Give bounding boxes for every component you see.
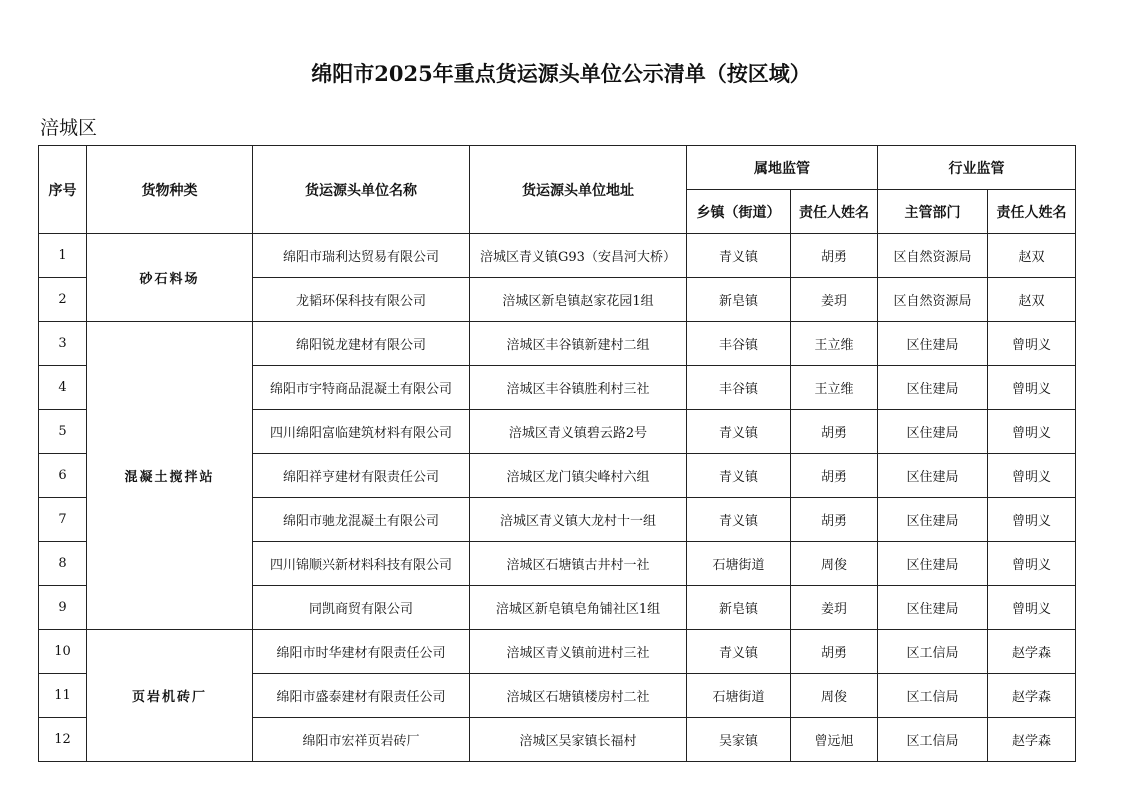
- cell-industry-person: 曾明义: [988, 410, 1076, 454]
- cell-seq: 11: [39, 674, 87, 718]
- cell-local-person: 周俊: [791, 674, 878, 718]
- cell-local-person: 王立维: [791, 366, 878, 410]
- cell-seq: 6: [39, 454, 87, 498]
- cell-category: 页岩机砖厂: [87, 630, 253, 762]
- header-industry-person: 责任人姓名: [988, 190, 1076, 234]
- cell-seq: 3: [39, 322, 87, 366]
- cell-industry-person: 曾明义: [988, 542, 1076, 586]
- cell-industry-person: 赵学森: [988, 674, 1076, 718]
- cell-town: 青义镇: [687, 234, 791, 278]
- cell-unit-address: 涪城区丰谷镇胜利村三社: [470, 366, 687, 410]
- header-dept: 主管部门: [878, 190, 988, 234]
- freight-source-table: [38, 145, 1076, 762]
- cell-unit-name: 四川绵阳富临建筑材料有限公司: [253, 410, 470, 454]
- cell-category: 混凝土搅拌站: [87, 322, 253, 630]
- cell-seq: 2: [39, 278, 87, 322]
- cell-local-person: 姜玥: [791, 586, 878, 630]
- cell-industry-person: 赵双: [988, 278, 1076, 322]
- cell-seq: 8: [39, 542, 87, 586]
- header-unit-name: 货运源头单位名称: [253, 146, 470, 234]
- cell-dept: 区住建局: [878, 454, 988, 498]
- cell-town: 新皂镇: [687, 278, 791, 322]
- cell-town: 石塘街道: [687, 542, 791, 586]
- cell-unit-name: 龙韬环保科技有限公司: [253, 278, 470, 322]
- cell-dept: 区工信局: [878, 674, 988, 718]
- cell-local-person: 姜玥: [791, 278, 878, 322]
- header-town: 乡镇（街道）: [687, 190, 791, 234]
- cell-unit-name: 绵阳锐龙建材有限公司: [253, 322, 470, 366]
- cell-town: 青义镇: [687, 498, 791, 542]
- cell-unit-address: 涪城区吴家镇长福村: [470, 718, 687, 762]
- cell-local-person: 胡勇: [791, 498, 878, 542]
- table-row: [39, 630, 1076, 674]
- cell-unit-address: 涪城区新皂镇皂角铺社区1组: [470, 586, 687, 630]
- cell-unit-address: 涪城区青义镇G93（安昌河大桥）: [470, 234, 687, 278]
- cell-town: 青义镇: [687, 410, 791, 454]
- cell-town: 丰谷镇: [687, 366, 791, 410]
- cell-unit-address: 涪城区石塘镇楼房村二社: [470, 674, 687, 718]
- cell-seq: 9: [39, 586, 87, 630]
- cell-unit-address: 涪城区新皂镇赵家花园1组: [470, 278, 687, 322]
- cell-industry-person: 赵学森: [988, 718, 1076, 762]
- cell-industry-person: 曾明义: [988, 586, 1076, 630]
- cell-industry-person: 曾明义: [988, 322, 1076, 366]
- table-row: [39, 322, 1076, 366]
- cell-seq: 5: [39, 410, 87, 454]
- header-unit-address: 货运源头单位地址: [470, 146, 687, 234]
- cell-seq: 12: [39, 718, 87, 762]
- cell-local-person: 胡勇: [791, 630, 878, 674]
- cell-seq: 10: [39, 630, 87, 674]
- cell-dept: 区工信局: [878, 718, 988, 762]
- cell-unit-name: 绵阳市盛泰建材有限责任公司: [253, 674, 470, 718]
- cell-unit-name: 同凯商贸有限公司: [253, 586, 470, 630]
- header-category: 货物种类: [87, 146, 253, 234]
- cell-unit-address: 涪城区青义镇大龙村十一组: [470, 498, 687, 542]
- cell-dept: 区住建局: [878, 410, 988, 454]
- cell-dept: 区住建局: [878, 322, 988, 366]
- cell-unit-address: 涪城区丰谷镇新建村二组: [470, 322, 687, 366]
- cell-dept: 区住建局: [878, 542, 988, 586]
- cell-unit-address: 涪城区龙门镇尖峰村六组: [470, 454, 687, 498]
- cell-dept: 区工信局: [878, 630, 988, 674]
- cell-local-person: 王立维: [791, 322, 878, 366]
- cell-unit-name: 四川锦顺兴新材料科技有限公司: [253, 542, 470, 586]
- cell-seq: 4: [39, 366, 87, 410]
- header-seq: 序号: [39, 146, 87, 234]
- cell-seq: 1: [39, 234, 87, 278]
- cell-local-person: 胡勇: [791, 234, 878, 278]
- cell-industry-person: 赵双: [988, 234, 1076, 278]
- header-industry-supervision: 行业监管: [878, 146, 1076, 190]
- cell-local-person: 胡勇: [791, 410, 878, 454]
- cell-industry-person: 赵学森: [988, 630, 1076, 674]
- cell-dept: 区住建局: [878, 366, 988, 410]
- cell-unit-name: 绵阳市宇特商品混凝土有限公司: [253, 366, 470, 410]
- cell-unit-name: 绵阳市宏祥页岩砖厂: [253, 718, 470, 762]
- cell-industry-person: 曾明义: [988, 366, 1076, 410]
- cell-dept: 区住建局: [878, 498, 988, 542]
- cell-unit-name: 绵阳祥亨建材有限责任公司: [253, 454, 470, 498]
- cell-unit-name: 绵阳市时华建材有限责任公司: [253, 630, 470, 674]
- district-heading: 涪城区: [40, 117, 98, 139]
- cell-town: 丰谷镇: [687, 322, 791, 366]
- header-local-person: 责任人姓名: [791, 190, 878, 234]
- table-row: [39, 234, 1076, 278]
- cell-local-person: 胡勇: [791, 454, 878, 498]
- cell-local-person: 曾远旭: [791, 718, 878, 762]
- cell-town: 青义镇: [687, 454, 791, 498]
- cell-town: 石塘街道: [687, 674, 791, 718]
- cell-unit-name: 绵阳市瑞利达贸易有限公司: [253, 234, 470, 278]
- cell-industry-person: 曾明义: [988, 454, 1076, 498]
- cell-dept: 区住建局: [878, 586, 988, 630]
- cell-town: 新皂镇: [687, 586, 791, 630]
- cell-unit-address: 涪城区青义镇前进村三社: [470, 630, 687, 674]
- header-local-supervision: 属地监管: [687, 146, 878, 190]
- cell-town: 吴家镇: [687, 718, 791, 762]
- cell-category: 砂石料场: [87, 234, 253, 322]
- cell-local-person: 周俊: [791, 542, 878, 586]
- cell-unit-name: 绵阳市驰龙混凝土有限公司: [253, 498, 470, 542]
- cell-town: 青义镇: [687, 630, 791, 674]
- cell-dept: 区自然资源局: [878, 234, 988, 278]
- cell-unit-address: 涪城区青义镇碧云路2号: [470, 410, 687, 454]
- cell-industry-person: 曾明义: [988, 498, 1076, 542]
- cell-unit-address: 涪城区石塘镇古井村一社: [470, 542, 687, 586]
- page-title: 绵阳市2025年重点货运源头单位公示清单（按区域）: [311, 61, 811, 86]
- cell-dept: 区自然资源局: [878, 278, 988, 322]
- cell-seq: 7: [39, 498, 87, 542]
